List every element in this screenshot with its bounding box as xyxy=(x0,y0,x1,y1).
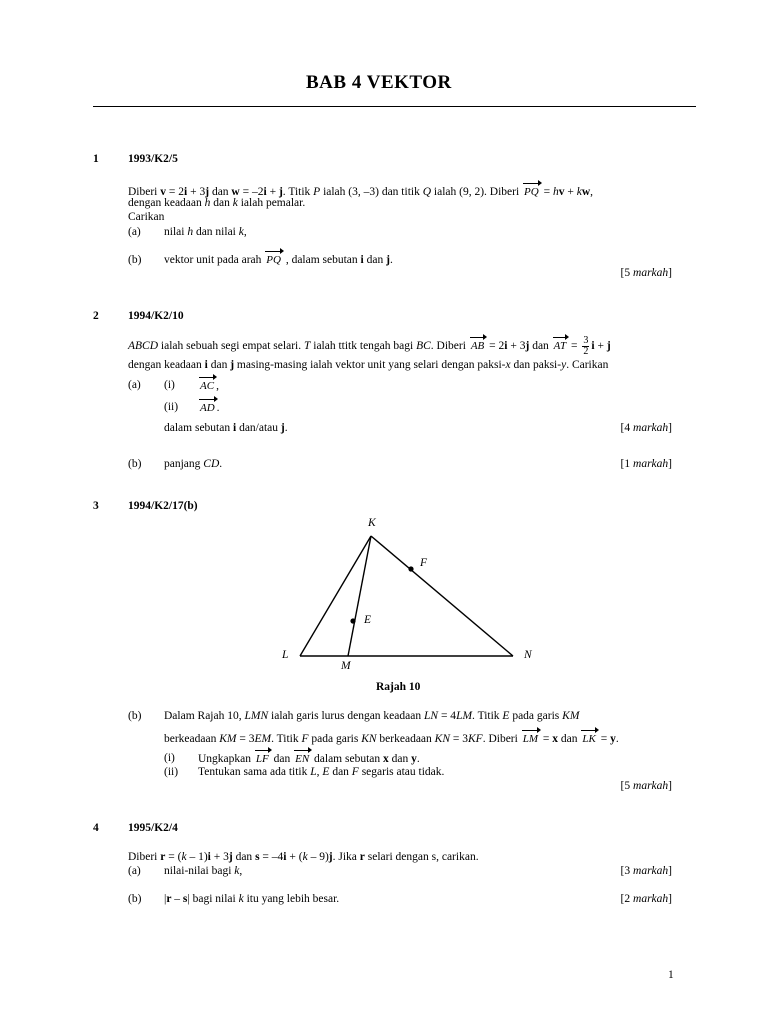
question-1-line-3: Carikan xyxy=(128,211,165,223)
question-2a-label: (a) xyxy=(128,379,141,391)
question-1b-text: vektor unit pada arah PQ , dalam sebutan i dan j. xyxy=(164,254,393,266)
question-3-source: 1994/K2/17(b) xyxy=(128,500,198,512)
label-N: N xyxy=(524,649,532,661)
question-4a-text: nilai-nilai bagi k, xyxy=(164,865,243,877)
point-E xyxy=(350,618,355,623)
label-L: L xyxy=(282,649,289,661)
vector-LM: LM xyxy=(522,733,538,745)
triangle-diagram xyxy=(270,510,540,680)
question-2-line-1: ABCD ialah sebuah segi empat selari. T ialah ttitk tengah bagi BC. Diberi AB = 2i + 3j dan AT = $\frac{3}{2}$ i + j xyxy=(128,335,611,357)
side-KN xyxy=(371,536,513,656)
page-number: 1 xyxy=(668,969,674,981)
label-M: M xyxy=(341,660,351,672)
question-4a-label: (a) xyxy=(128,865,141,877)
question-3b-line-2: berkeadaan KM = 3EM. Titik F pada garis KN berkeadaan KN = 3KF. Diberi LM = x dan LK = y. xyxy=(164,733,619,745)
question-3b-label: (b) xyxy=(128,710,142,722)
question-3bi-label: (i) xyxy=(164,752,175,764)
question-3-marks: [5 markah] xyxy=(620,780,672,792)
vector-LK: LK xyxy=(582,733,596,745)
question-2a-marks: [4 markah] xyxy=(620,422,672,434)
vector-AD: AD xyxy=(200,402,215,414)
question-4-line-1: Diberi r = (k – 1)i + 3j dan s = –4i + (k – 9)j. Jika r selari dengan s, carikan. xyxy=(128,851,479,863)
vector-LF: LF xyxy=(255,753,269,765)
vector-AC: AC xyxy=(200,380,215,392)
question-1-line-1: Diberi v = 2i + 3j dan w = –2i + j. Titik P ialah (3, –3) dan titik Q ialah (9, 2). Diberi PQ = hv + kw, xyxy=(128,186,594,198)
question-4b-text: |r – s| bagi nilai k itu yang lebih besar. xyxy=(164,893,340,905)
question-2-number: 2 xyxy=(93,310,99,322)
question-2-line-2: dengan keadaan i dan j masing-masing ialah vektor unit yang selari dengan paksi-x dan paksi-y. Carikan xyxy=(128,359,609,371)
question-4b-label: (b) xyxy=(128,893,142,905)
question-1-number: 1 xyxy=(93,153,99,165)
side-KL xyxy=(300,536,371,656)
question-2b-marks: [1 markah] xyxy=(620,458,672,470)
fraction-three-halves: $\frac{3}{2}$ xyxy=(583,335,589,357)
question-1-line-2: dengan keadaan h dan k ialah pemalar. xyxy=(128,197,306,209)
label-E: E xyxy=(364,614,372,626)
point-F xyxy=(408,566,413,571)
question-2a-text: dalam sebutan i dan/atau j. xyxy=(164,422,288,434)
line-KM xyxy=(348,536,371,656)
question-4-number: 4 xyxy=(93,822,99,834)
question-3bi-text: Ungkapkan LF dan EN dalam sebutan x dan y. xyxy=(198,753,420,765)
question-3-number: 3 xyxy=(93,500,99,512)
vector-AB: AB xyxy=(470,340,485,353)
question-1-source: 1993/K2/5 xyxy=(128,153,178,165)
vector-PQ-b: PQ xyxy=(266,254,281,266)
question-2aii-text: AD . xyxy=(200,402,220,414)
vector-PQ: PQ xyxy=(524,186,539,198)
question-1-marks: [5 markah] xyxy=(620,267,672,279)
question-4b-marks: [2 markah] xyxy=(620,893,672,905)
vector-EN: EN xyxy=(295,753,310,765)
question-2ai-label: (i) xyxy=(164,379,175,391)
question-2-source: 1994/K2/10 xyxy=(128,310,184,322)
question-3bii-label: (ii) xyxy=(164,766,179,778)
page-title: BAB 4 VEKTOR xyxy=(306,72,452,93)
label-F: F xyxy=(420,557,428,569)
question-3b-line-1: Dalam Rajah 10, LMN ialah garis lurus dengan keadaan LN = 4LM. Titik E pada garis KM xyxy=(164,710,580,722)
question-2ai-text: AC , xyxy=(200,380,219,392)
question-1a-label: (a) xyxy=(128,226,141,238)
question-3bii-text: Tentukan sama ada titik L, E dan F segaris atau tidak. xyxy=(198,766,445,778)
label-K: K xyxy=(368,517,376,529)
question-2aii-label: (ii) xyxy=(164,401,179,413)
question-1a-text: nilai h dan nilai k, xyxy=(164,226,247,238)
question-2b-text: panjang CD. xyxy=(164,458,223,470)
question-4-source: 1995/K2/4 xyxy=(128,822,178,834)
title-rule xyxy=(93,106,696,107)
question-2b-label: (b) xyxy=(128,458,142,470)
vector-AT: AT xyxy=(553,340,567,353)
question-4a-marks: [3 markah] xyxy=(620,865,672,877)
question-1b-label: (b) xyxy=(128,254,142,266)
diagram-caption: Rajah 10 xyxy=(376,681,421,693)
